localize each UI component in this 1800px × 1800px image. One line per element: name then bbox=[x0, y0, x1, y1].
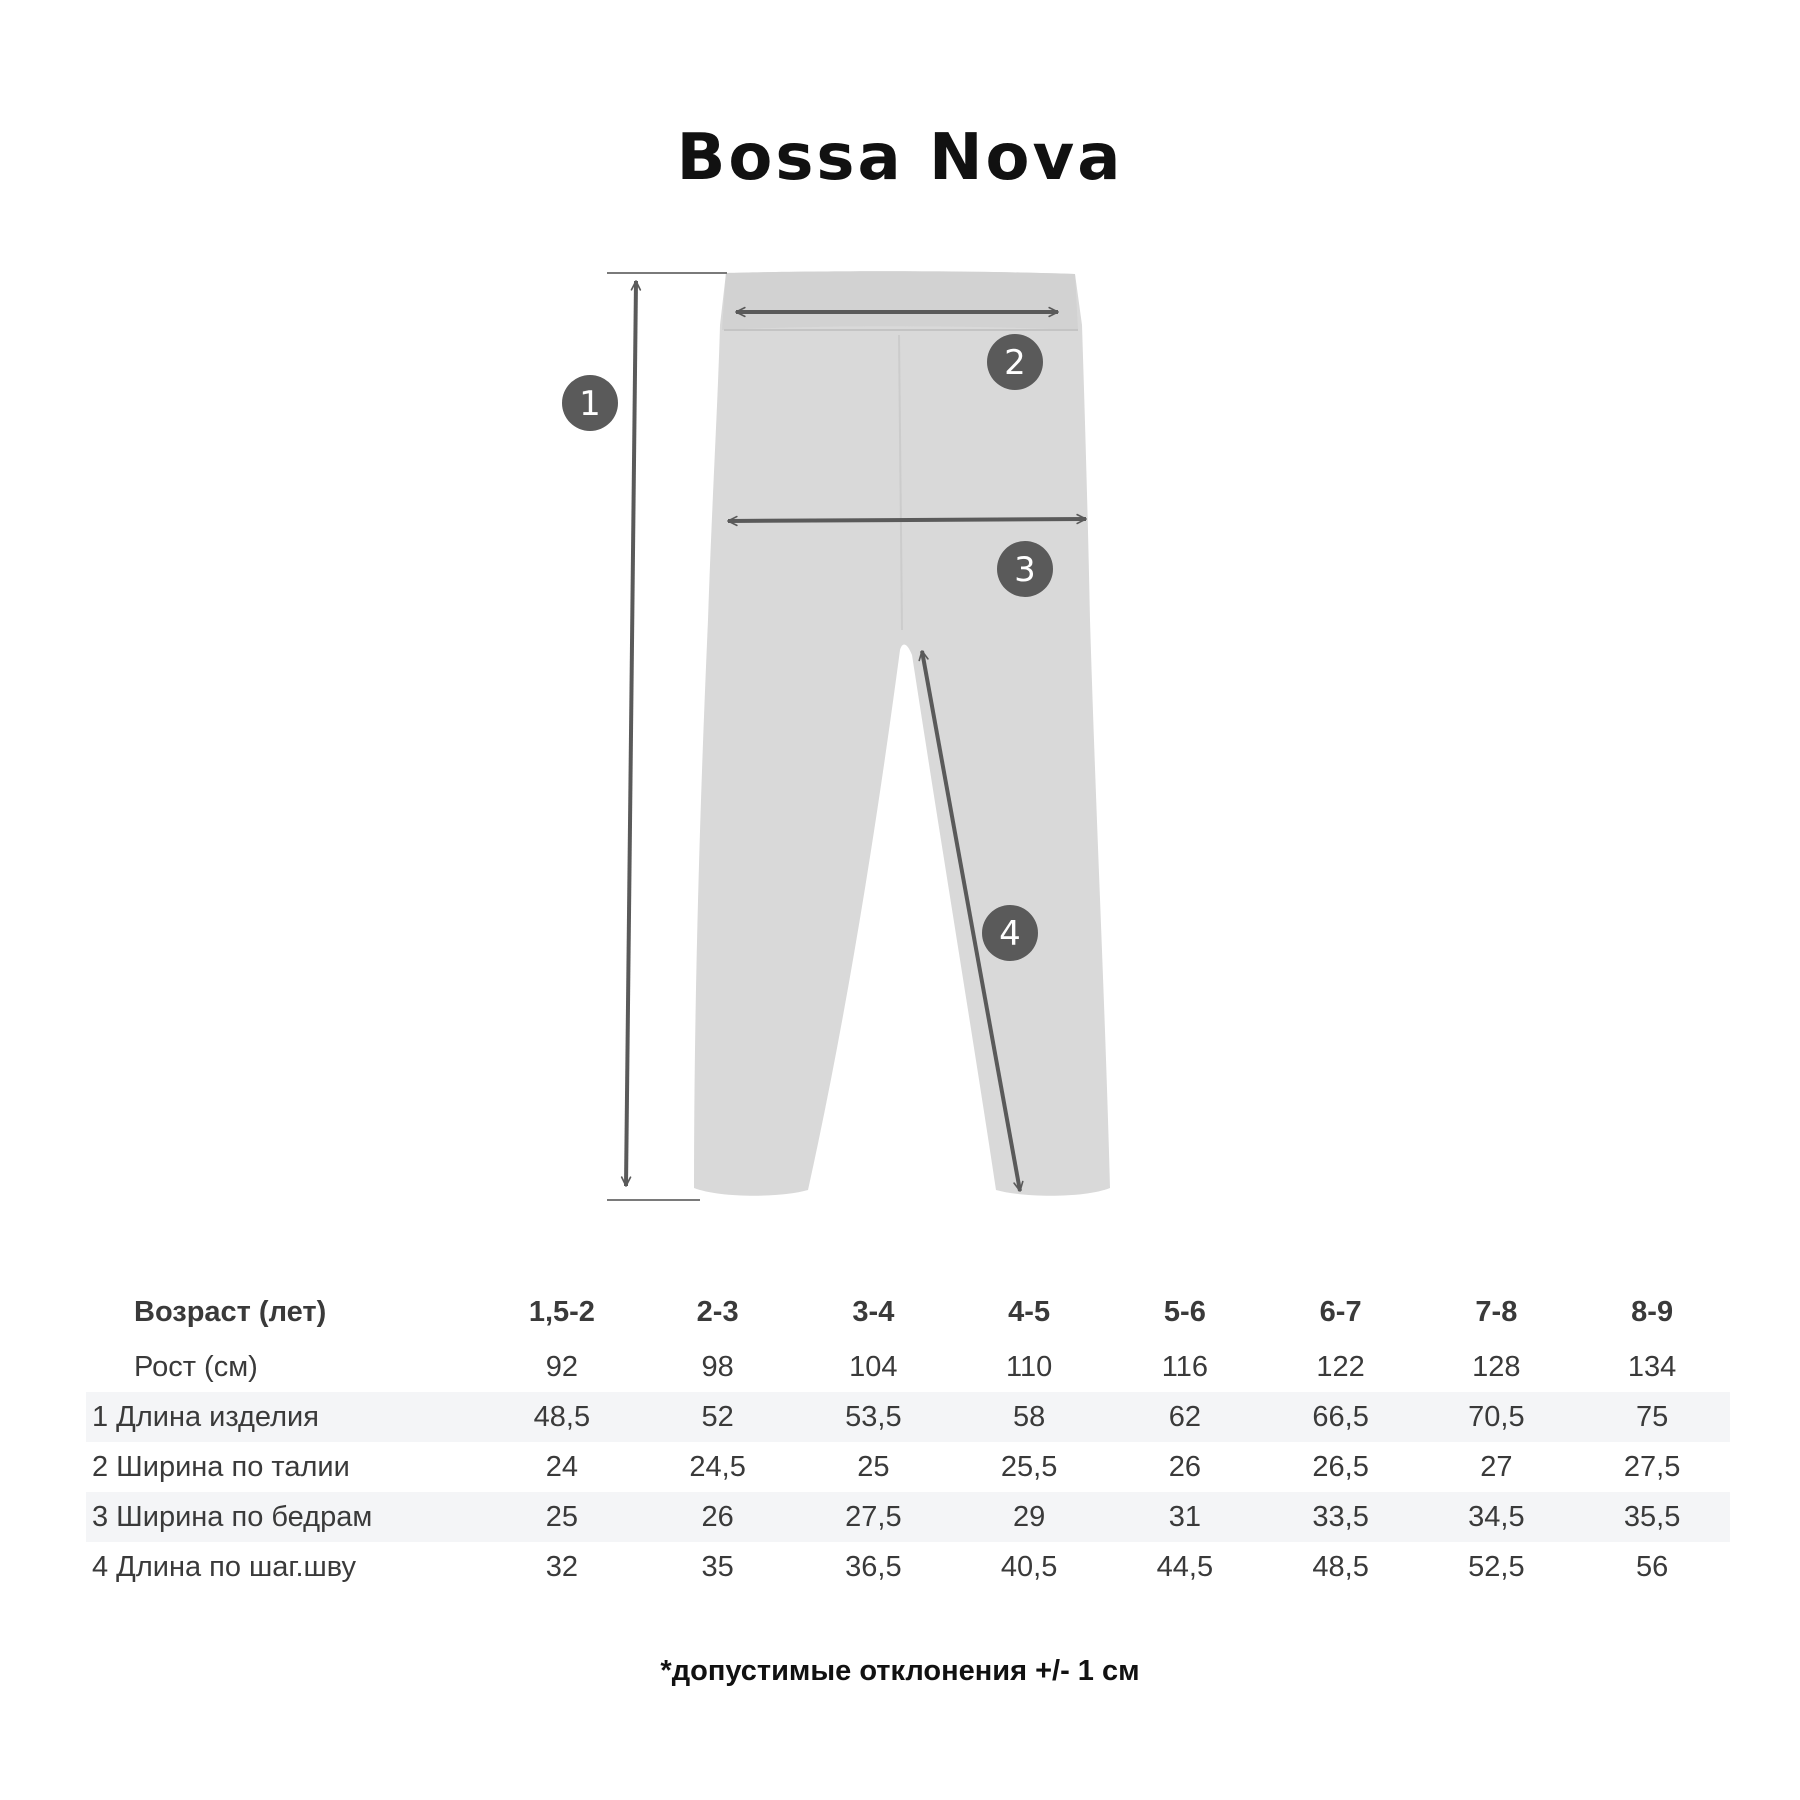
row-label: 1 Длина изделия bbox=[86, 1392, 484, 1442]
value-cell: 26 bbox=[1168, 1450, 1201, 1483]
value-cell: 27,5 bbox=[1623, 1450, 1681, 1483]
value-cell: 35,5 bbox=[1574, 1492, 1730, 1542]
hip-arrow bbox=[728, 519, 1086, 521]
row-label: 4 Длина по шаг.шву bbox=[92, 1550, 357, 1583]
size-table bbox=[86, 1282, 1730, 1592]
value-cell: 53,5 bbox=[796, 1392, 952, 1442]
value-cell: 36,5 bbox=[845, 1550, 902, 1583]
value-cell: 58 bbox=[951, 1392, 1107, 1442]
value-cell: 29 bbox=[951, 1492, 1107, 1542]
value-cell: 26,5 bbox=[1312, 1450, 1369, 1483]
value-cell: 52 bbox=[640, 1392, 796, 1442]
value-cell: 48,5 bbox=[484, 1392, 640, 1442]
height-cell: 122 bbox=[1316, 1350, 1365, 1383]
value-cell: 35 bbox=[701, 1550, 734, 1583]
measure-row-hips bbox=[86, 1492, 1730, 1542]
height-cell: 104 bbox=[849, 1350, 898, 1383]
age-header-cell: 4-5 bbox=[1008, 1295, 1051, 1328]
value-cell: 40,5 bbox=[1000, 1550, 1058, 1583]
value-cell: 25 bbox=[857, 1450, 890, 1483]
value-cell: 44,5 bbox=[1156, 1550, 1214, 1583]
tolerance-note: *допустимые отклонения +/- 1 см bbox=[660, 1655, 1140, 1687]
value-cell: 66,5 bbox=[1263, 1392, 1419, 1442]
value-cell: 70,5 bbox=[1419, 1392, 1575, 1442]
age-header-cell: 2-3 bbox=[696, 1295, 739, 1328]
age-header-cell: 7-8 bbox=[1475, 1295, 1518, 1328]
marker-2 bbox=[987, 334, 1043, 390]
value-cell: 25,5 bbox=[1000, 1450, 1058, 1483]
value-cell: 31 bbox=[1107, 1492, 1263, 1542]
height-row bbox=[86, 1342, 1730, 1392]
value-cell: 33,5 bbox=[1263, 1492, 1419, 1542]
height-cell: 134 bbox=[1627, 1350, 1677, 1383]
svg-text:1: 1 bbox=[579, 384, 601, 424]
brand-title: Bossa Nova bbox=[676, 121, 1124, 195]
height-cell: 92 bbox=[545, 1350, 578, 1383]
age-header-cell: 3-4 bbox=[852, 1295, 895, 1328]
value-cell: 27,5 bbox=[796, 1492, 952, 1542]
measure-row-waist bbox=[86, 1442, 1730, 1492]
svg-text:3: 3 bbox=[1014, 550, 1036, 590]
value-cell: 34,5 bbox=[1419, 1492, 1575, 1542]
value-cell: 75 bbox=[1574, 1392, 1730, 1442]
svg-text:4: 4 bbox=[999, 914, 1021, 954]
leggings-shape bbox=[694, 271, 1110, 1196]
value-cell: 27 bbox=[1480, 1450, 1513, 1483]
marker-3 bbox=[997, 541, 1053, 597]
measure-row-inseam bbox=[86, 1542, 1730, 1592]
age-header-label: Возраст (лет) bbox=[134, 1295, 327, 1328]
height-cell: 98 bbox=[701, 1350, 734, 1383]
length-arrow bbox=[626, 281, 636, 1186]
row-label: 3 Ширина по бедрам bbox=[86, 1492, 484, 1542]
age-header-cell: 5-6 bbox=[1163, 1295, 1206, 1328]
height-cell: 116 bbox=[1161, 1350, 1208, 1383]
marker-1 bbox=[562, 375, 618, 431]
value-cell: 25 bbox=[484, 1492, 640, 1542]
value-cell: 62 bbox=[1107, 1392, 1263, 1442]
age-header-cell: 6-7 bbox=[1319, 1295, 1362, 1328]
height-cell: 128 bbox=[1472, 1350, 1521, 1383]
age-header-row bbox=[86, 1282, 1730, 1342]
height-cell: 110 bbox=[1006, 1350, 1053, 1383]
age-header-cell: 1,5-2 bbox=[528, 1295, 595, 1328]
svg-text:2: 2 bbox=[1004, 343, 1026, 383]
value-cell: 32 bbox=[545, 1550, 578, 1583]
value-cell: 26 bbox=[640, 1492, 796, 1542]
measure-row-length bbox=[86, 1392, 1730, 1442]
value-cell: 24 bbox=[545, 1450, 578, 1483]
value-cell: 56 bbox=[1635, 1550, 1669, 1583]
value-cell: 48,5 bbox=[1312, 1550, 1369, 1583]
waistband bbox=[722, 271, 1078, 330]
value-cell: 52,5 bbox=[1468, 1550, 1525, 1583]
row-label: 2 Ширина по талии bbox=[92, 1450, 350, 1483]
value-cell: 24,5 bbox=[689, 1450, 746, 1483]
marker-4 bbox=[982, 905, 1038, 961]
age-header-cell: 8-9 bbox=[1631, 1295, 1674, 1328]
height-label: Рост (см) bbox=[134, 1350, 258, 1383]
